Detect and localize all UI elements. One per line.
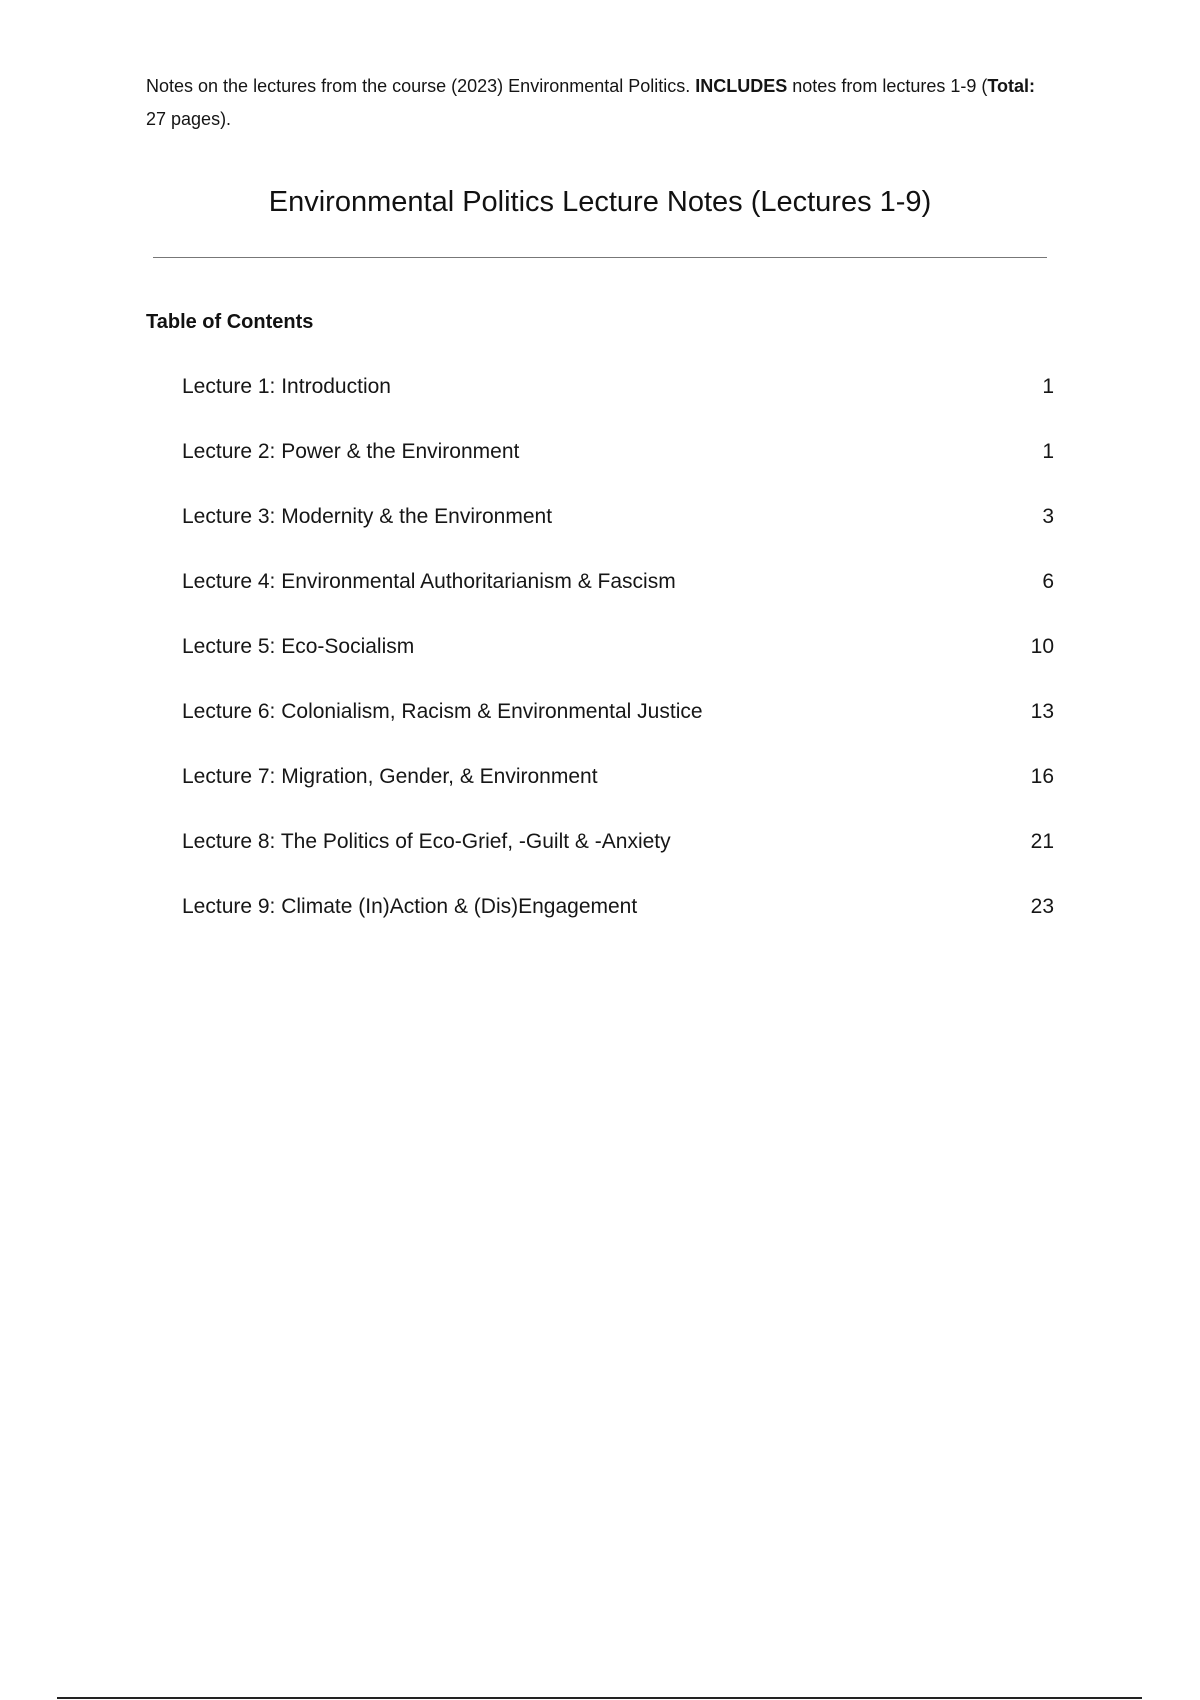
toc-entry[interactable] (182, 632, 1054, 697)
toc-heading: Table of Contents (146, 311, 314, 333)
intro-text: 27 pages). (146, 109, 232, 129)
toc-entry[interactable] (182, 437, 1054, 502)
toc-entry-page: 16 (1030, 765, 1054, 788)
toc-entry-title: Lecture 2: Power & the Environment (182, 440, 520, 463)
toc-entry-title: Lecture 3: Modernity & the Environment (182, 505, 553, 528)
toc-entry-page: 3 (1042, 505, 1054, 528)
intro-text: notes from lectures 1-9 ( (787, 76, 988, 96)
toc-entry-title: Lecture 9: Climate (In)Action & (Dis)Engagement (182, 895, 638, 918)
toc-entry-page: 10 (1030, 635, 1054, 658)
document-title: Environmental Politics Lecture Notes (Lectures 1-9) (268, 186, 932, 218)
toc-entry[interactable] (182, 697, 1054, 762)
toc-entry-title: Lecture 1: Introduction (182, 375, 391, 398)
intro-text: Notes on the lectures from the course (2023) Environmental Politics. (146, 76, 696, 96)
toc-entry[interactable] (182, 762, 1054, 827)
intro-includes-bold: INCLUDES (695, 76, 788, 96)
toc-entry-page: 1 (1042, 440, 1054, 463)
toc-entry[interactable] (182, 567, 1054, 632)
toc-entry-title: Lecture 5: Eco-Socialism (182, 635, 415, 658)
toc-entry-page: 21 (1030, 830, 1054, 853)
intro-total-bold: Total: (987, 76, 1036, 96)
toc-entry-page: 1 (1042, 375, 1054, 398)
toc-entry[interactable] (182, 827, 1054, 892)
toc-entry-page: 6 (1042, 570, 1054, 593)
toc-entry-title: Lecture 7: Migration, Gender, & Environment (182, 765, 598, 788)
toc-entry-title: Lecture 8: The Politics of Eco-Grief, -Guilt & -Anxiety (182, 830, 671, 853)
toc-entry-page: 23 (1030, 895, 1054, 918)
toc-entry[interactable] (182, 502, 1054, 567)
title-divider (153, 257, 1047, 258)
toc-entry-title: Lecture 6: Colonialism, Racism & Environmental Justice (182, 700, 703, 723)
toc-entry[interactable] (182, 372, 1054, 437)
intro-paragraph (146, 70, 1046, 136)
toc-entry-title: Lecture 4: Environmental Authoritarianism & Fascism (182, 570, 676, 593)
toc-entry[interactable] (182, 892, 1054, 957)
page-bottom-divider (57, 1697, 1142, 1699)
toc-entry-page: 13 (1030, 700, 1054, 723)
table-of-contents (182, 372, 1054, 957)
